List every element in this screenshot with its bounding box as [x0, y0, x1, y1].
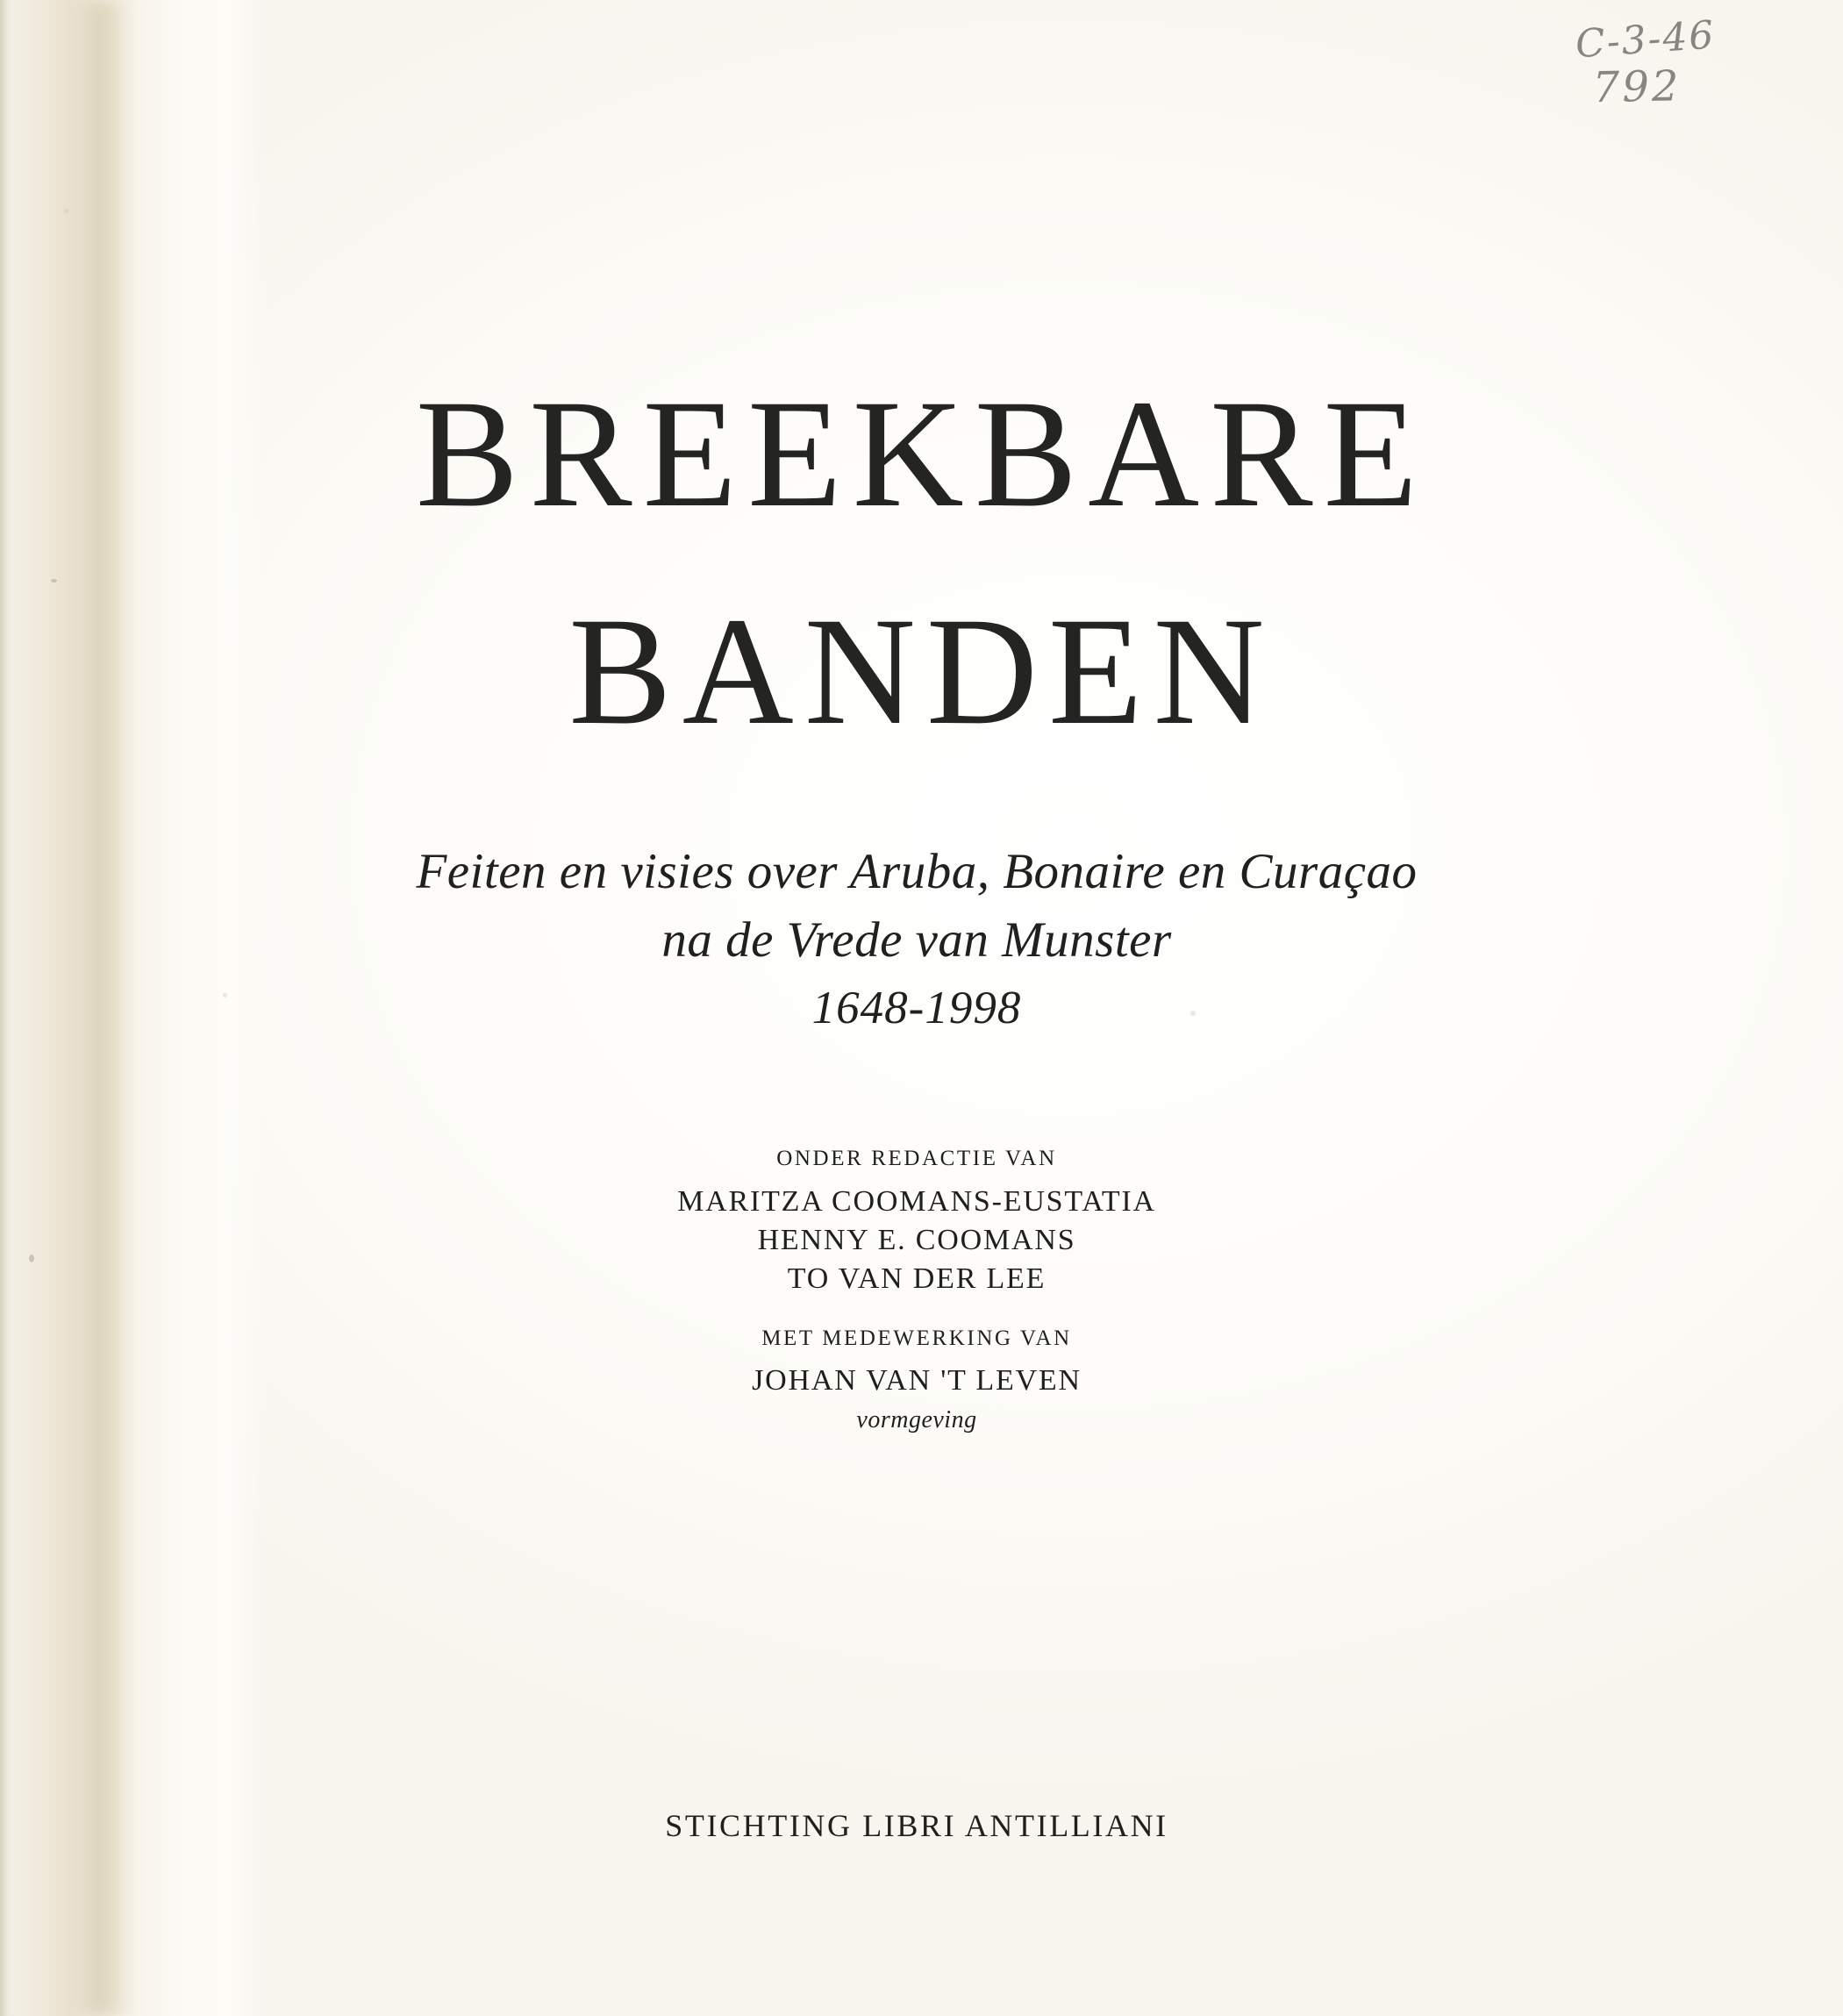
book-title-line-2: BANDEN: [568, 586, 1275, 757]
paper-speck: [64, 209, 68, 213]
contributor-note: vormgeving: [856, 1406, 977, 1433]
book-title-line-1: BREEKBARE: [415, 368, 1429, 540]
editor-name-2: HENNY E. COOMANS: [757, 1224, 1076, 1256]
paper-speck: [29, 1255, 34, 1262]
shelfmark-line-2: 792: [1592, 61, 1682, 113]
editor-name-3: TO VAN DER LEE: [787, 1262, 1047, 1295]
shelfmark-line-1: C-3-46: [1574, 12, 1717, 68]
book-subtitle-line-2: na de Vrede van Munster: [661, 912, 1172, 968]
paper-speck: [51, 579, 57, 583]
page-edge: [0, 0, 9, 2016]
editor-name-1: MARITZA COOMANS-EUSTATIA: [677, 1185, 1156, 1218]
contributor-name: JOHAN VAN 'T LEVEN: [752, 1364, 1082, 1397]
editor-role-label: ONDER REDACTIE VAN: [776, 1147, 1057, 1170]
contributor-role-label: MET MEDEWERKING VAN: [761, 1326, 1072, 1350]
book-spine-shade: [74, 0, 128, 2016]
book-subtitle-date-range: 1648-1998: [811, 983, 1022, 1033]
publisher-name: STICHTING LIBRI ANTILLIANI: [665, 1808, 1168, 1843]
book-subtitle-line-1: Feiten en visies over Aruba, Bonaire en Curaçao: [416, 844, 1418, 899]
title-page-content: [132, 0, 1702, 2016]
